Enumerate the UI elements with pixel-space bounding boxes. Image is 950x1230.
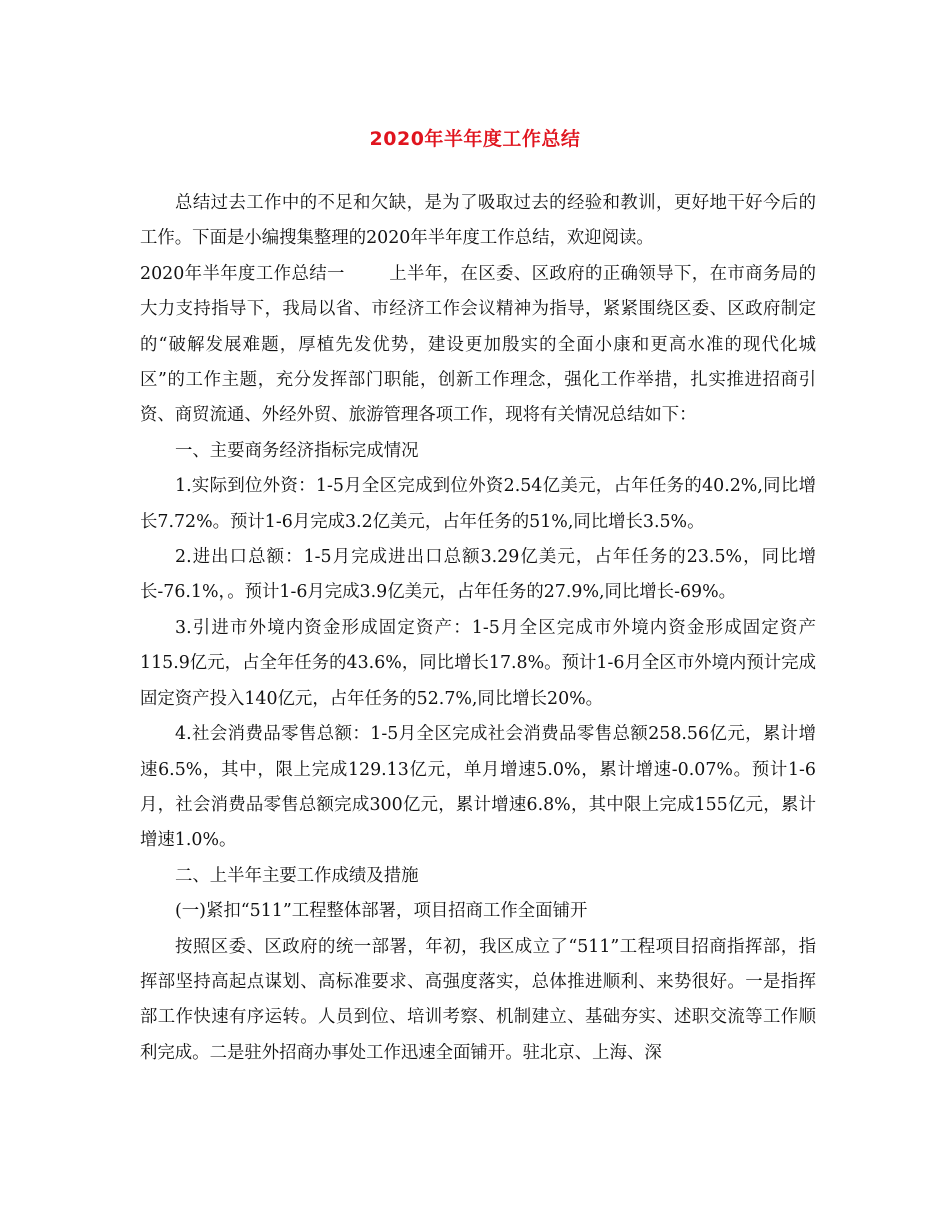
indicator-item-2: 2.进出口总额：1-5月完成进出口总额3.29亿美元，占年任务的23.5%，同比增长-76.1%，。预计1-6月完成3.9亿美元，占年任务的27.9%,同比增长-69%。 xyxy=(140,547,816,603)
subsection-heading-1: (一)紧扣“511”工程整体部署，项目招商工作全面铺开 xyxy=(175,901,588,922)
indicator-item-3: 3.引进市外境内资金形成固定资产：1-5月全区完成市外境内资金形成固定资产115.9亿元，占全年任务的43.6%，同比增长17.8%。预计1-6月全区市外境内预计完成固定资产投入140亿元，占年任务的52.7%,同比增长20%。 xyxy=(140,617,816,709)
section-heading-2: 二、上半年主要工作成绩及措施 xyxy=(175,865,419,886)
indicator-item-1: 1.实际到位外资：1-5月全区完成到位外资2.54亿美元，占年任务的40.2%,同比增长7.72%。预计1-6月完成3.2亿美元，占年任务的51%,同比增长3.5%。 xyxy=(140,476,816,532)
indicator-item-4: 4.社会消费品零售总额：1-5月全区完成社会消费品零售总额258.56亿元，累计增速6.5%，其中，限上完成129.13亿元，单月增速5.0%，累计增速-0.07%。预计1-6月，社会消费品零售总额完成300亿元，累计增速6.8%，其中限上完成155亿元，累计增速1.0%。 xyxy=(140,724,816,851)
section-heading-1: 一、主要商务经济指标完成情况 xyxy=(175,440,419,461)
intro-paragraph: 总结过去工作中的不足和欠缺，是为了吸取过去的经验和教训，更好地干好今后的工作。下面是小编搜集整理的2020年半年度工作总结，欢迎阅读。 xyxy=(140,193,816,249)
body-paragraph-last: 按照区委、区政府的统一部署，年初，我区成立了“511”工程项目招商指挥部，指挥部坚持高起点谋划、高标准要求、高强度落实，总体推进顺利、来势很好。一是指挥部工作快速有序运转。人员到位、培训考察、机制建立、基础夯实、述职交流等工作顺利完成。二是驻外招商办事处工作迅速全面铺开。驻北京、上海、深 xyxy=(140,936,816,1063)
summary-text: 上半年，在区委、区政府的正确领导下，在市商务局的大力支持指导下，我局以省、市经济工作会议精神为指导，紧紧围绕区委、区政府制定的“破解发展难题，厚植先发优势，建设更加殷实的全面小康和更高水准的现代化城区”的工作主题，充分发挥部门职能，创新工作理念，强化工作举措，扎实推进招商引资、商贸流通、外经外贸、旅游管理各项工作，现将有关情况总结如下： xyxy=(140,263,816,426)
document-title: 2020年半年度工作总结 xyxy=(369,128,581,150)
summary-paragraph xyxy=(140,257,816,434)
document-body xyxy=(140,186,816,1071)
summary-label: 2020年半年度工作总结一 xyxy=(140,263,345,284)
